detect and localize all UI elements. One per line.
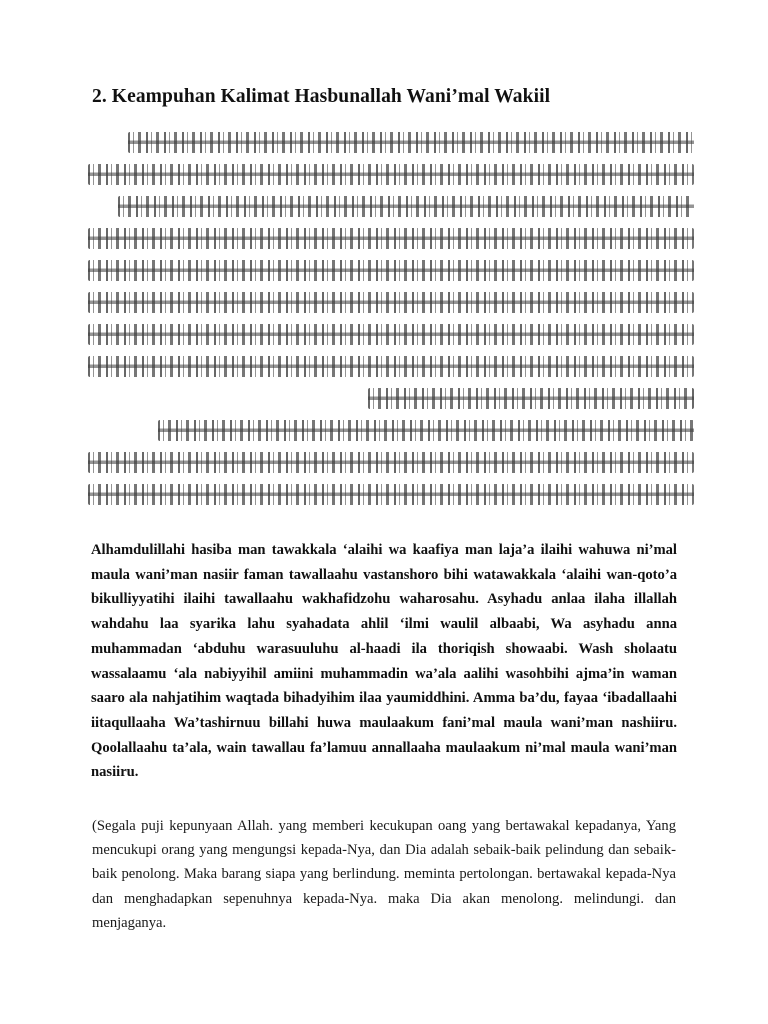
indonesian-translation: (Segala puji kepunyaan Allah. yang memberi kecukupan oang yang bertawakal kepadanya, Yang mencukupi orang yang mengungsi kepada-Nya, dan Dia adalah sebaik-baik pelindung dan sebaik-baik penolong. Maka barang siapa yang berlindung. meminta pertolongan. bertawakal kepada-Nya dan menghadapkan sepenuhnya kepada-Nya. maka Dia akan menolong. melindungi. dan menjaganya. bbox=[92, 818, 676, 931]
arabic-line bbox=[118, 196, 694, 217]
arabic-line bbox=[88, 228, 694, 249]
arabic-line bbox=[88, 292, 694, 313]
arabic-line bbox=[88, 164, 694, 185]
arabic-line bbox=[88, 484, 694, 505]
arabic-line bbox=[128, 132, 694, 153]
arabic-line bbox=[368, 388, 694, 409]
arabic-line bbox=[88, 452, 694, 473]
arabic-line bbox=[88, 324, 694, 345]
arabic-line bbox=[158, 420, 694, 441]
latin-transliteration: Alhamdulillahi hasiba man tawakkala ‘alaihi wa kaafiya man laja’a ilaihi wahuwa ni’mal maula wani’man nasiir faman tawallaahu vastanshoro bihi watawakkala ‘alaihi wan-qoto’a bikulliyyatihi ilaihi tawallaahu wakhafidzohu waharosahu. Asyhadu anlaa ilaha illallah wahdahu laa syarika lahu syahadata ahlil ‘ilmi waulil albaabi, Wa asyhadu anna muhammadan ‘abduhu warasuuluhu al-haadi ila thoriqish showaabi. Wash sholaatu wassalaamu ‘ala nabiyyihil amiini muhammadin wa’ala aalihi wasohbihi ajma’in waman saaro ala nahjatihim waqtada bihadyihim ilaa yaumiddhini. Amma ba’du, fayaa ‘ibadallaahi iitaqullaaha Wa’tashirnuu billahi huwa maulaakum fani’mal maula wani’man nashiiru. Qoolallaahu ta’ala, wain tawallau fa’lamuu annallaaha maulaakum ni’mal maula wani’man nasiiru. bbox=[91, 542, 677, 781]
arabic-line bbox=[88, 260, 694, 281]
section-heading: 2. Keampuhan Kalimat Hasbunallah Wani’mal Wakiil bbox=[92, 86, 551, 107]
arabic-line bbox=[88, 356, 694, 377]
arabic-text-image bbox=[88, 124, 694, 526]
